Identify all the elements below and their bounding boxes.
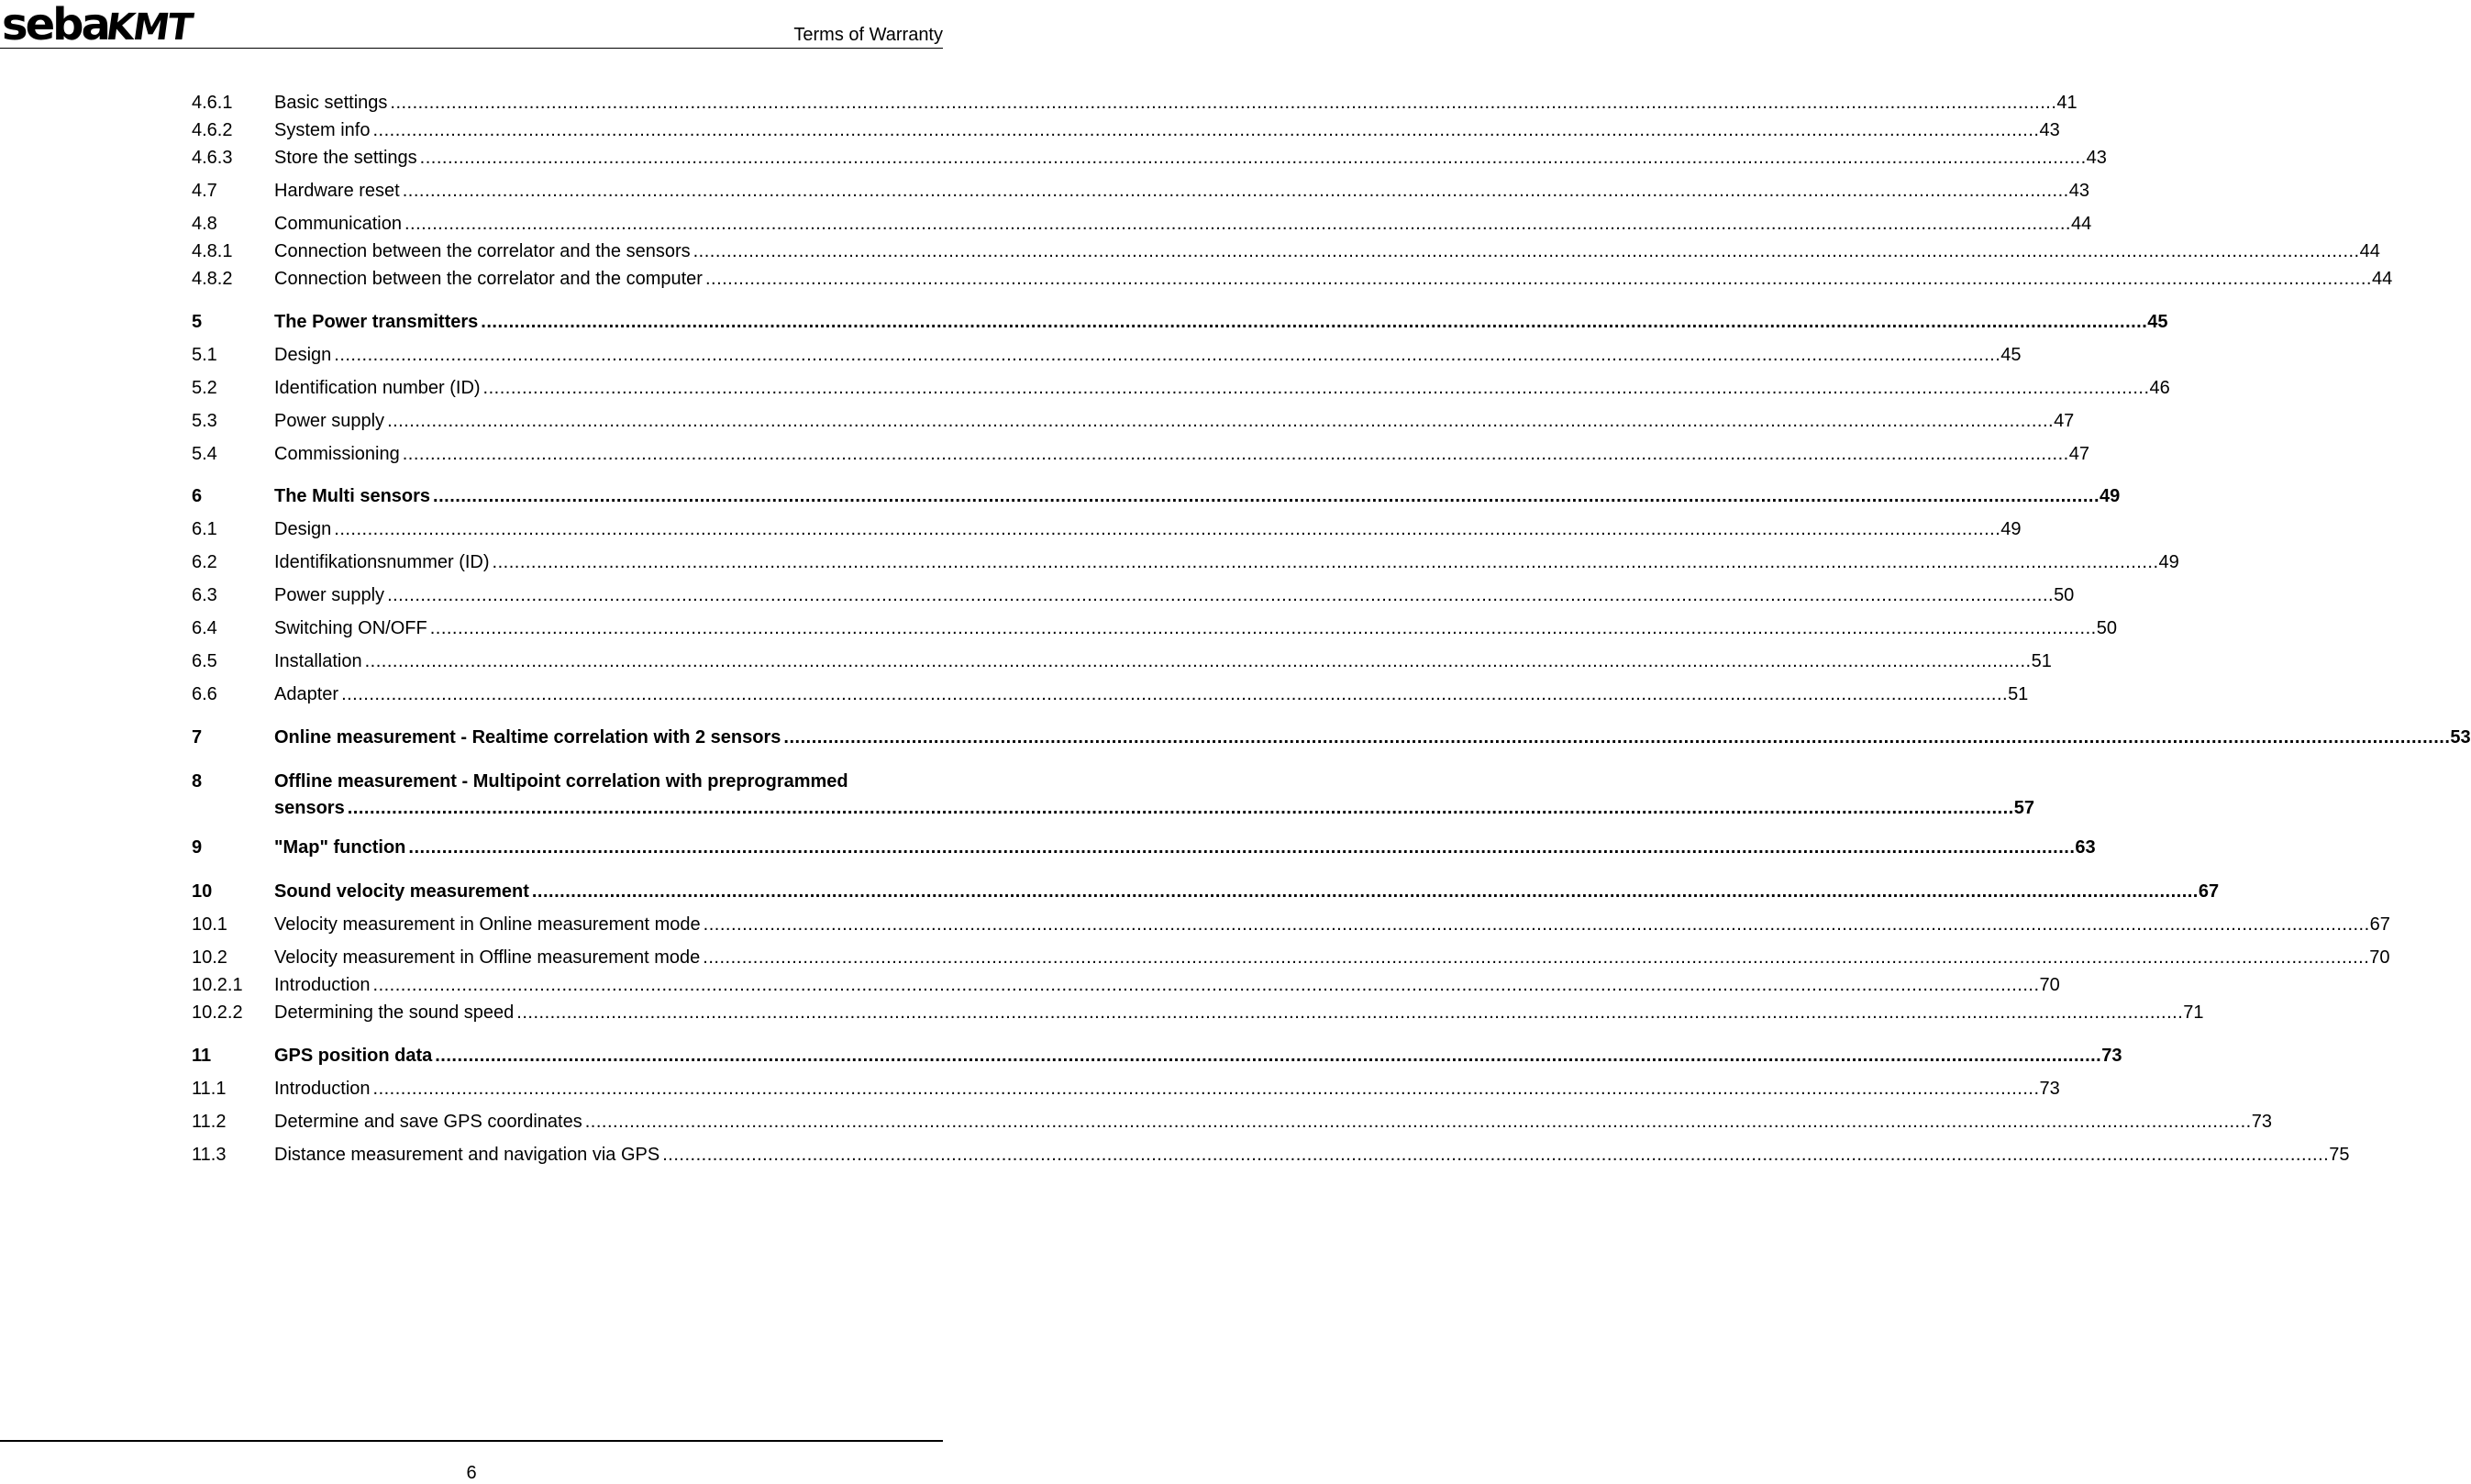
toc-entry-number: 5.2 <box>192 378 217 398</box>
toc-dot-leader: ............................................................................................................................................................................................................................................................................................................ <box>693 241 2360 261</box>
toc-entry <box>192 145 2107 171</box>
toc-entry-number: 4.8.1 <box>192 241 233 261</box>
toc-entry-page: 44 <box>2371 269 2393 289</box>
toc-dot-leader: ............................................................................................................................................................................................................................................................................................................ <box>341 684 2009 704</box>
toc-entry <box>192 648 2052 674</box>
toc-entry-title: Identification number (ID) <box>274 378 481 398</box>
toc-entry-title: Velocity measurement in Online measurement mode <box>274 914 701 935</box>
toc-entry-title: Communication <box>274 214 402 234</box>
svg-text:seba: seba <box>2 0 108 50</box>
toc-entry-number: 6 <box>192 486 203 506</box>
toc-dot-leader: ............................................................................................................................................................................................................................................................................................................ <box>662 1145 2330 1165</box>
toc-entry-page: 73 <box>2101 1046 2122 1066</box>
toc-entry <box>192 835 2096 860</box>
toc-entry-number: 7 <box>192 727 203 748</box>
toc-entry-number: 5.3 <box>192 411 217 431</box>
toc-entry-title: Introduction <box>274 975 371 995</box>
toc-entry <box>192 879 2220 904</box>
toc-entry-number: 4.8.2 <box>192 269 233 289</box>
page-number: 6 <box>466 1463 477 1483</box>
toc-entry <box>192 1109 2272 1135</box>
toc-entry <box>192 90 2078 116</box>
toc-dot-leader: ............................................................................................................................................................................................................................................................................................................ <box>783 727 2451 748</box>
toc-entry-title: Installation <box>274 651 362 671</box>
toc-entry-title: System info <box>274 120 371 140</box>
toc-entry <box>192 1142 2350 1168</box>
toc-dot-leader: ............................................................................................................................................................................................................................................................................................................ <box>404 214 2071 234</box>
sebakmt-logo <box>2 0 209 50</box>
toc-entry-page: 46 <box>2149 378 2170 398</box>
toc-entry-number: 4.7 <box>192 181 217 201</box>
toc-entry <box>192 972 2060 998</box>
toc-dot-leader: ............................................................................................................................................................................................................................................................................................................ <box>703 947 2370 968</box>
toc-entry-title-line1: Offline measurement - Multipoint correlation with preprogrammed <box>274 771 848 792</box>
toc-entry-title: Commissioning <box>274 444 400 464</box>
toc-entry <box>192 238 2380 264</box>
toc-entry <box>192 483 2121 509</box>
toc-entry-page: 51 <box>2031 651 2052 671</box>
toc-entry-title: Adapter <box>274 684 339 704</box>
toc-dot-leader: ............................................................................................................................................................................................................................................................................................................ <box>481 312 2148 332</box>
toc-entry <box>192 615 2117 641</box>
toc-dot-leader: ............................................................................................................................................................................................................................................................................................................ <box>433 486 2100 506</box>
toc-entry-page: 49 <box>2000 519 2022 539</box>
toc-entry-title: Determine and save GPS coordinates <box>274 1112 582 1132</box>
toc-entry-number: 4.6.2 <box>192 120 233 140</box>
toc-entry-page: 43 <box>2068 181 2089 201</box>
toc-entry-number: 5.1 <box>192 345 217 365</box>
toc-entry-page: 44 <box>2070 214 2092 234</box>
toc-entry-page: 75 <box>2329 1145 2350 1165</box>
toc-entry <box>192 912 2390 937</box>
header-divider <box>0 48 943 49</box>
toc-dot-leader: ............................................................................................................................................................................................................................................................................................................ <box>402 181 2069 201</box>
toc-dot-leader: ............................................................................................................................................................................................................................................................................................................ <box>372 975 2040 995</box>
toc-entry-title: sensors <box>274 798 345 818</box>
toc-entry-title: Power supply <box>274 411 385 431</box>
toc-entry-number: 5 <box>192 312 203 332</box>
toc-entry-page: 67 <box>2369 914 2390 935</box>
toc-entry <box>192 582 2075 608</box>
toc-entry <box>192 769 2034 822</box>
toc-entry-title: The Multi sensors <box>274 486 431 506</box>
toc-dot-leader: ............................................................................................................................................................................................................................................................................................................ <box>387 585 2055 605</box>
toc-entry-number: 4.6.3 <box>192 148 233 168</box>
toc-entry-page: 47 <box>2054 411 2075 431</box>
toc-entry <box>192 725 2471 750</box>
toc-entry-page: 43 <box>2039 120 2060 140</box>
toc-entry-title: Connection between the correlator and the sensors <box>274 241 691 261</box>
toc-entry-number: 8 <box>192 771 203 792</box>
toc-entry-title: Velocity measurement in Offline measurement mode <box>274 947 701 968</box>
toc-entry <box>192 549 2179 575</box>
toc-entry-title: The Power transmitters <box>274 312 479 332</box>
toc-entry-number: 10.2.1 <box>192 975 243 995</box>
toc-entry-title: Online measurement - Realtime correlation with 2 sensors <box>274 727 781 748</box>
toc-entry-number: 9 <box>192 837 203 858</box>
toc-entry-page: 50 <box>2096 618 2117 638</box>
toc-entry-page: 50 <box>2054 585 2075 605</box>
toc-entry <box>192 516 2022 542</box>
toc-dot-leader: ............................................................................................................................................................................................................................................................................................................ <box>531 881 2199 902</box>
toc-entry-number: 10 <box>192 881 213 902</box>
toc-entry-title: Design <box>274 345 332 365</box>
toc-entry-title: Basic settings <box>274 93 388 113</box>
toc-dot-leader: ............................................................................................................................................................................................................................................................................................................ <box>516 1002 2184 1023</box>
toc-entry-title: Sound velocity measurement <box>274 881 529 902</box>
toc-entry-title: "Map" function <box>274 837 406 858</box>
toc-entry-page: 49 <box>2100 486 2121 506</box>
toc-dot-leader: ............................................................................................................................................................................................................................................................................................................ <box>435 1046 2102 1066</box>
toc-entry-number: 6.1 <box>192 519 217 539</box>
toc-entry-page: 63 <box>2075 837 2096 858</box>
toc-entry-number: 4.6.1 <box>192 93 233 113</box>
toc-dot-leader: ............................................................................................................................................................................................................................................................................................................ <box>372 1079 2040 1099</box>
toc-entry <box>192 117 2060 143</box>
toc-entry <box>192 1000 2204 1025</box>
toc-entry-page: 41 <box>2056 93 2078 113</box>
toc-entry-title: Power supply <box>274 585 385 605</box>
toc-entry-title: GPS position data <box>274 1046 433 1066</box>
toc-entry <box>192 342 2022 368</box>
toc-entry-number: 10.2.2 <box>192 1002 243 1023</box>
toc-entry <box>192 408 2075 434</box>
toc-entry-page: 73 <box>2039 1079 2060 1099</box>
toc-entry-page: 67 <box>2198 881 2220 902</box>
toc-entry <box>192 1076 2060 1102</box>
toc-entry-page: 70 <box>2039 975 2060 995</box>
toc-entry <box>192 211 2092 237</box>
toc-entry-number: 6.4 <box>192 618 217 638</box>
header-title: Terms of Warranty <box>793 25 943 45</box>
svg-text:KMT: KMT <box>103 6 194 49</box>
toc-entry-page: 49 <box>2158 552 2179 572</box>
toc-entry-page: 71 <box>2183 1002 2204 1023</box>
toc-entry-page: 57 <box>2013 798 2034 818</box>
toc-dot-leader: ............................................................................................................................................................................................................................................................................................................ <box>372 120 2040 140</box>
toc-entry <box>192 266 2393 292</box>
toc-entry-number: 6.5 <box>192 651 217 671</box>
toc-entry-title: Introduction <box>274 1079 371 1099</box>
toc-entry-page: 73 <box>2251 1112 2272 1132</box>
toc-dot-leader: ............................................................................................................................................................................................................................................................................................................ <box>703 914 2370 935</box>
toc-dot-leader: ............................................................................................................................................................................................................................................................................................................ <box>492 552 2159 572</box>
toc-entry-title: Design <box>274 519 332 539</box>
toc-dot-leader: ............................................................................................................................................................................................................................................................................................................ <box>364 651 2032 671</box>
toc-entry-title: Store the settings <box>274 148 417 168</box>
toc-dot-leader: ............................................................................................................................................................................................................................................................................................................ <box>429 618 2097 638</box>
toc-entry-number: 11.1 <box>192 1079 227 1099</box>
toc-dot-leader: ............................................................................................................................................................................................................................................................................................................ <box>390 93 2057 113</box>
toc-entry-title: Distance measurement and navigation via GPS <box>274 1145 660 1165</box>
toc-entry-page: 44 <box>2359 241 2380 261</box>
toc-entry-number: 11.3 <box>192 1145 227 1165</box>
toc-dot-leader: ............................................................................................................................................................................................................................................................................................................ <box>704 269 2372 289</box>
toc-entry <box>192 1043 2122 1069</box>
toc-dot-leader: ............................................................................................................................................................................................................................................................................................................ <box>347 798 2014 818</box>
toc-entry-page: 51 <box>2008 684 2029 704</box>
toc-entry-title: Connection between the correlator and the computer <box>274 269 703 289</box>
toc-entry-number: 10.2 <box>192 947 227 968</box>
toc-entry <box>192 178 2089 204</box>
toc-dot-leader: ............................................................................................................................................................................................................................................................................................................ <box>402 444 2069 464</box>
toc-entry-title: Switching ON/OFF <box>274 618 427 638</box>
toc-entry-number: 5.4 <box>192 444 217 464</box>
toc-entry-page: 45 <box>2000 345 2022 365</box>
toc-entry-number: 6.3 <box>192 585 217 605</box>
toc-dot-leader: ............................................................................................................................................................................................................................................................................................................ <box>584 1112 2252 1132</box>
toc-entry-number: 11.2 <box>192 1112 227 1132</box>
toc-entry-page: 70 <box>2369 947 2390 968</box>
toc-entry-title: Hardware reset <box>274 181 400 201</box>
toc-dot-leader: ............................................................................................................................................................................................................................................................................................................ <box>482 378 2150 398</box>
toc-entry <box>192 441 2089 467</box>
toc-entry-number: 11 <box>192 1046 212 1066</box>
toc-entry-page: 53 <box>2450 727 2471 748</box>
toc-entry-number: 10.1 <box>192 914 227 935</box>
toc-entry-number: 6.6 <box>192 684 217 704</box>
toc-entry-number: 4.8 <box>192 214 217 234</box>
toc-entry-page: 45 <box>2147 312 2168 332</box>
footer-divider <box>0 1440 943 1442</box>
toc-dot-leader: ............................................................................................................................................................................................................................................................................................................ <box>408 837 2076 858</box>
toc-entry <box>192 375 2170 401</box>
toc-entry <box>192 309 2168 335</box>
toc-dot-leader: ............................................................................................................................................................................................................................................................................................................ <box>387 411 2055 431</box>
toc-dot-leader: ............................................................................................................................................................................................................................................................................................................ <box>419 148 2087 168</box>
toc-entry <box>192 681 2029 707</box>
toc-entry <box>192 945 2390 970</box>
toc-dot-leader: ............................................................................................................................................................................................................................................................................................................ <box>334 345 2001 365</box>
toc-entry-page: 47 <box>2068 444 2089 464</box>
toc-entry-title: Determining the sound speed <box>274 1002 515 1023</box>
toc-entry-title: Identifikationsnummer (ID) <box>274 552 490 572</box>
toc-entry-number: 6.2 <box>192 552 217 572</box>
toc-entry-page: 43 <box>2086 148 2107 168</box>
toc-dot-leader: ............................................................................................................................................................................................................................................................................................................ <box>334 519 2001 539</box>
